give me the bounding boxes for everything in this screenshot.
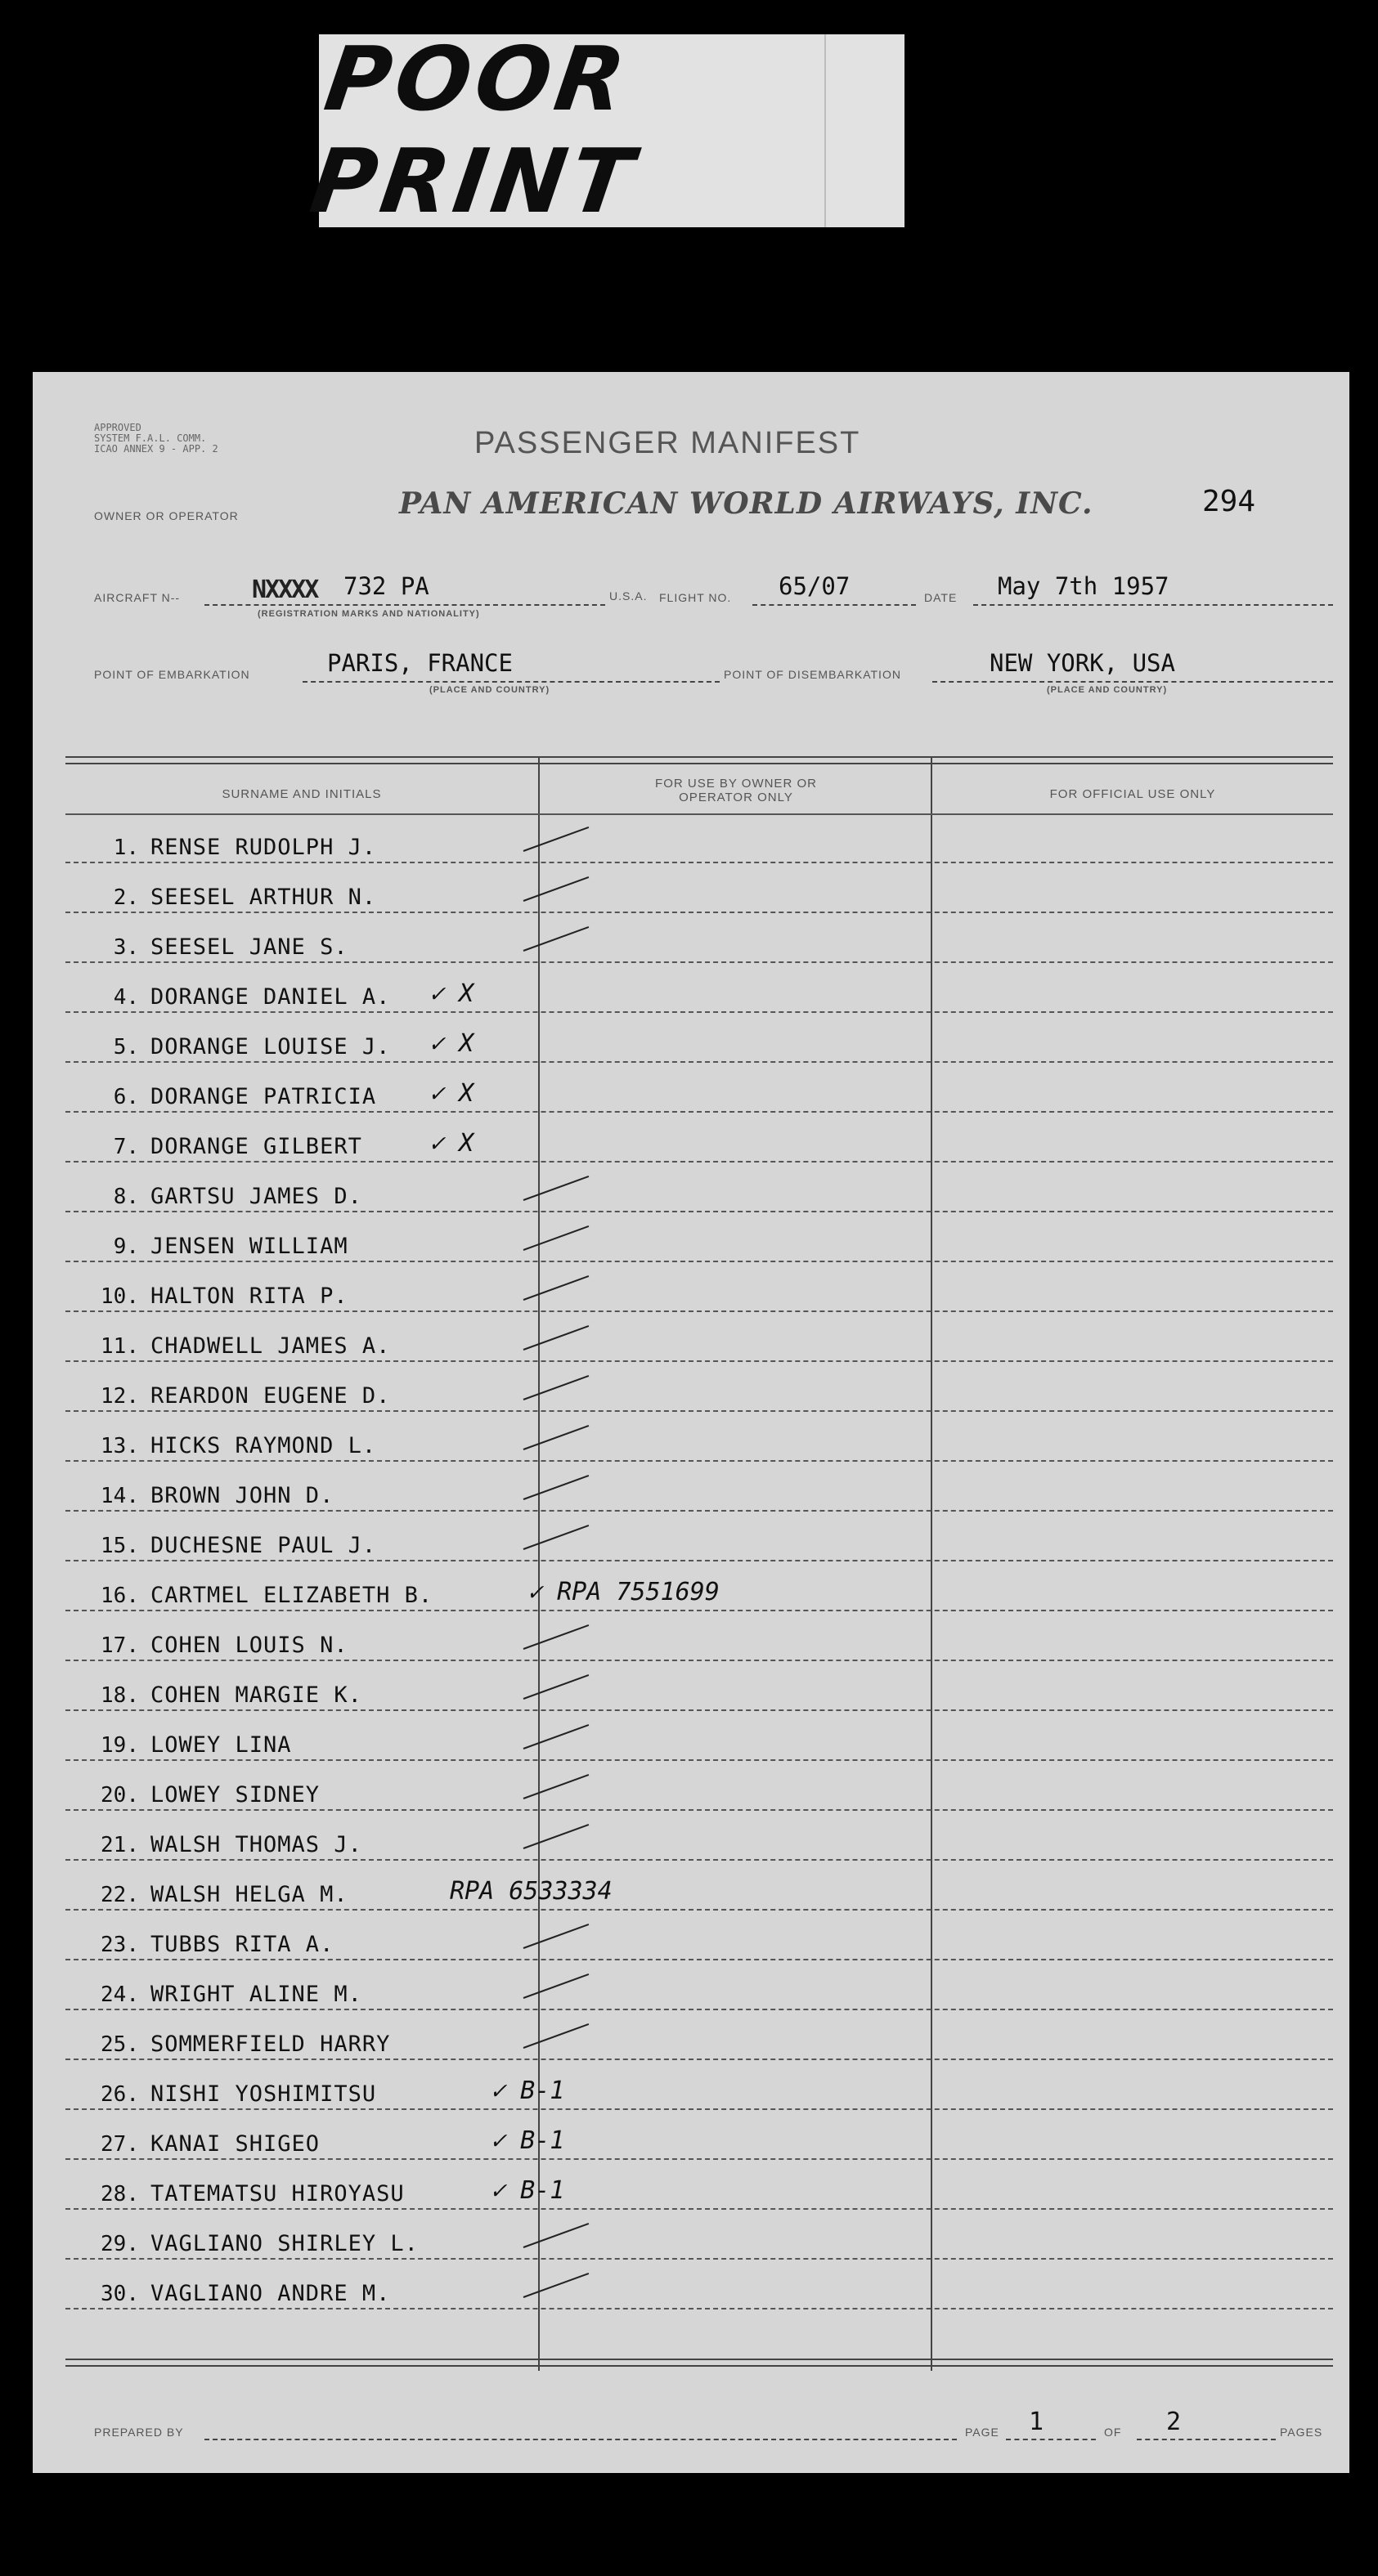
table-row: [65, 963, 1333, 1013]
aircraft-line: [204, 604, 605, 606]
table-row: [65, 863, 1333, 913]
row-number: 11.: [101, 1334, 139, 1359]
row-number: 10.: [101, 1284, 139, 1309]
passenger-name: KANAI SHIGEO: [150, 2131, 321, 2157]
checkmark-icon: [523, 1674, 590, 1700]
row-number: 29.: [101, 2232, 139, 2256]
handwritten-annotation: ✓ X: [429, 979, 474, 1008]
page-label: PAGE: [965, 2426, 999, 2439]
handwritten-annotation: ✓ X: [429, 1129, 474, 1158]
row-number: 28.: [101, 2182, 139, 2206]
table-row: [65, 2110, 1333, 2160]
passenger-name: LOWEY LINA: [150, 1732, 292, 1758]
checkmark-icon: [523, 2023, 590, 2049]
operator-name: PAN AMERICAN WORLD AIRWAYS, INC.: [399, 486, 1093, 521]
checkmark-icon: [523, 1375, 590, 1400]
table-row: [65, 1861, 1333, 1911]
passenger-name: DORANGE GILBERT: [150, 1134, 362, 1159]
passenger-name: WALSH THOMAS J.: [150, 1832, 362, 1857]
passenger-name: JENSEN WILLIAM: [150, 1234, 348, 1259]
manifest-sheet: [33, 372, 1349, 2473]
prepared-by-label: PREPARED BY: [94, 2426, 184, 2439]
row-number: 4.: [113, 985, 139, 1010]
row-number: 24.: [101, 1982, 139, 2007]
table-row: [65, 1163, 1333, 1212]
disembarkation-line: [932, 681, 1333, 683]
table-row: [65, 1063, 1333, 1113]
row-number: 7.: [113, 1135, 139, 1159]
column-header-operator-use: FOR USE BY OWNER OR OPERATOR ONLY: [655, 777, 817, 804]
disembarkation-label: POINT OF DISEMBARKATION: [724, 668, 901, 681]
passenger-name: RENSE RUDOLPH J.: [150, 835, 377, 860]
row-number: 16.: [101, 1584, 139, 1608]
row-number: 13.: [101, 1434, 139, 1458]
disembarkation-sublabel: (PLACE AND COUNTRY): [1047, 685, 1168, 695]
passenger-name: COHEN LOUIS N.: [150, 1633, 348, 1658]
checkmark-icon: [523, 2223, 590, 2248]
column-header-surname: SURNAME AND INITIALS: [222, 787, 382, 801]
passenger-name: BROWN JOHN D.: [150, 1483, 334, 1508]
page-line: [1006, 2439, 1096, 2440]
passenger-name: LOWEY SIDNEY: [150, 1782, 321, 1808]
table-row: [65, 1611, 1333, 1661]
handwritten-annotation: RPA 6533334: [450, 1877, 613, 1906]
flight-value: 65/07: [779, 572, 851, 600]
page-value: 1: [1029, 2408, 1044, 2436]
table-row: [65, 1362, 1333, 1412]
aircraft-label: AIRCRAFT N--: [94, 591, 181, 604]
passenger-name: SEESEL JANE S.: [150, 934, 348, 960]
form-title: PASSENGER MANIFEST: [474, 426, 861, 460]
passenger-table: [65, 756, 1333, 2379]
flight-label: FLIGHT NO.: [659, 591, 732, 604]
checkmark-icon: [523, 1824, 590, 1849]
embarkation-label: POINT OF EMBARKATION: [94, 668, 250, 681]
table-row: [65, 2010, 1333, 2060]
aircraft-struck-text: NXXXX: [252, 576, 318, 604]
table-row: [65, 913, 1333, 963]
row-number: 12.: [101, 1384, 139, 1409]
table-row: [65, 1212, 1333, 1262]
handwritten-annotation: ✓ X: [429, 1029, 474, 1058]
row-number: 14.: [101, 1484, 139, 1508]
passenger-name: VAGLIANO SHIRLEY L.: [150, 2231, 419, 2256]
passenger-name: TATEMATSU HIROYASU: [150, 2181, 405, 2206]
row-number: 23.: [101, 1933, 139, 1957]
aircraft-sublabel: (REGISTRATION MARKS AND NATIONALITY): [258, 609, 480, 619]
poor-print-handwriting: POOR PRINT: [304, 29, 644, 233]
passenger-name: SOMMERFIELD HARRY: [150, 2032, 391, 2057]
row-number: 6.: [113, 1085, 139, 1109]
table-row: [65, 1013, 1333, 1063]
passenger-name: WALSH HELGA M.: [150, 1882, 348, 1907]
row-number: 21.: [101, 1833, 139, 1857]
passenger-name: HICKS RAYMOND L.: [150, 1433, 377, 1458]
table-row: [65, 1661, 1333, 1711]
table-row: [65, 1262, 1333, 1312]
prepared-by-line: [204, 2439, 957, 2440]
table-bottom-rule: [65, 2359, 1333, 2367]
passenger-name: DORANGE DANIEL A.: [150, 984, 391, 1010]
passenger-name: CHADWELL JAMES A.: [150, 1333, 391, 1359]
table-top-rule: [65, 756, 1333, 764]
of-line: [1137, 2439, 1276, 2440]
checkmark-icon: [523, 1774, 590, 1799]
table-row: [65, 1462, 1333, 1512]
row-divider: [65, 2308, 1333, 2309]
checkmark-icon: [523, 827, 590, 852]
embarkation-sublabel: (PLACE AND COUNTRY): [429, 685, 550, 695]
handwritten-annotation: ✓ X: [429, 1079, 474, 1108]
checkmark-icon: [523, 1973, 590, 1999]
table-row: [65, 1312, 1333, 1362]
checkmark-icon: [523, 1525, 590, 1550]
row-number: 8.: [113, 1185, 139, 1209]
card-fold-line: [824, 34, 826, 227]
date-line: [973, 604, 1333, 606]
row-number: 17.: [101, 1633, 139, 1658]
table-row: [65, 2260, 1333, 2309]
row-number: 5.: [113, 1035, 139, 1060]
poor-print-annotation-card: [304, 29, 904, 233]
table-row: [65, 2060, 1333, 2110]
table-row: [65, 1412, 1333, 1462]
checkmark-icon: [523, 1275, 590, 1301]
passenger-name: REARDON EUGENE D.: [150, 1383, 391, 1409]
passenger-name: COHEN MARGIE K.: [150, 1682, 362, 1708]
checkmark-icon: [523, 1475, 590, 1500]
nationality-label: U.S.A.: [609, 589, 648, 603]
table-row: [65, 1711, 1333, 1761]
table-row: [65, 1561, 1333, 1611]
column-header-official-use: FOR OFFICIAL USE ONLY: [1049, 787, 1216, 801]
row-number: 19.: [101, 1733, 139, 1758]
embarkation-value: PARIS, FRANCE: [327, 649, 513, 677]
passenger-name: GARTSU JAMES D.: [150, 1184, 362, 1209]
passenger-name: CARTMEL ELIZABETH B.: [150, 1583, 433, 1608]
handwritten-annotation: ✓ B-1: [491, 2076, 565, 2105]
table-row: [65, 1960, 1333, 2010]
checkmark-icon: [523, 1624, 590, 1650]
row-number: 2.: [113, 885, 139, 910]
passenger-name: WRIGHT ALINE M.: [150, 1982, 362, 2007]
passenger-name: DUCHESNE PAUL J.: [150, 1533, 377, 1558]
row-number: 3.: [113, 935, 139, 960]
row-number: 22.: [101, 1883, 139, 1907]
date-value: May 7th 1957: [998, 572, 1169, 600]
table-row: [65, 2210, 1333, 2260]
date-label: DATE: [924, 591, 958, 604]
checkmark-icon: [523, 2273, 590, 2298]
handwritten-annotation: ✓ B-1: [491, 2176, 565, 2205]
checkmark-icon: [523, 1425, 590, 1450]
handwritten-annotation: ✓ B-1: [491, 2126, 565, 2155]
table-row: [65, 1911, 1333, 1960]
passenger-name: NISHI YOSHIMITSU: [150, 2081, 377, 2107]
flight-line: [752, 604, 916, 606]
passenger-name: VAGLIANO ANDRE M.: [150, 2281, 391, 2306]
row-number: 27.: [101, 2132, 139, 2157]
row-number: 26.: [101, 2082, 139, 2107]
approval-note: APPROVED SYSTEM F.A.L. COMM. ICAO ANNEX 9 - APP. 2: [94, 422, 218, 455]
checkmark-icon: [523, 1325, 590, 1351]
checkmark-icon: [523, 926, 590, 952]
table-row: [65, 2160, 1333, 2210]
row-number: 20.: [101, 1783, 139, 1808]
row-number: 30.: [101, 2282, 139, 2306]
page-number: 294: [1202, 485, 1256, 518]
checkmark-icon: [523, 876, 590, 902]
table-row: [65, 1113, 1333, 1163]
passenger-name: HALTON RITA P.: [150, 1284, 348, 1309]
disembarkation-value: NEW YORK, USA: [990, 649, 1175, 677]
checkmark-icon: [523, 1924, 590, 1949]
aircraft-value: 732 PA: [343, 572, 429, 600]
of-value: 2: [1166, 2408, 1182, 2436]
row-number: 15.: [101, 1534, 139, 1558]
embarkation-line: [303, 681, 720, 683]
passenger-name: SEESEL ARTHUR N.: [150, 885, 377, 910]
of-label: OF: [1104, 2426, 1122, 2439]
passenger-name: TUBBS RITA A.: [150, 1932, 334, 1957]
owner-label: OWNER OR OPERATOR: [94, 509, 239, 522]
row-number: 25.: [101, 2032, 139, 2057]
table-row: [65, 813, 1333, 863]
pages-label: PAGES: [1280, 2426, 1323, 2439]
passenger-name: DORANGE PATRICIA: [150, 1084, 377, 1109]
passenger-name: DORANGE LOUISE J.: [150, 1034, 391, 1060]
table-row: [65, 1811, 1333, 1861]
checkmark-icon: [523, 1176, 590, 1201]
handwritten-annotation: ✓ RPA 7551699: [527, 1578, 720, 1606]
table-row: [65, 1512, 1333, 1561]
checkmark-icon: [523, 1724, 590, 1749]
checkmark-icon: [523, 1225, 590, 1251]
table-row: [65, 1761, 1333, 1811]
row-number: 1.: [113, 836, 139, 860]
row-number: 9.: [113, 1234, 139, 1259]
row-number: 18.: [101, 1683, 139, 1708]
